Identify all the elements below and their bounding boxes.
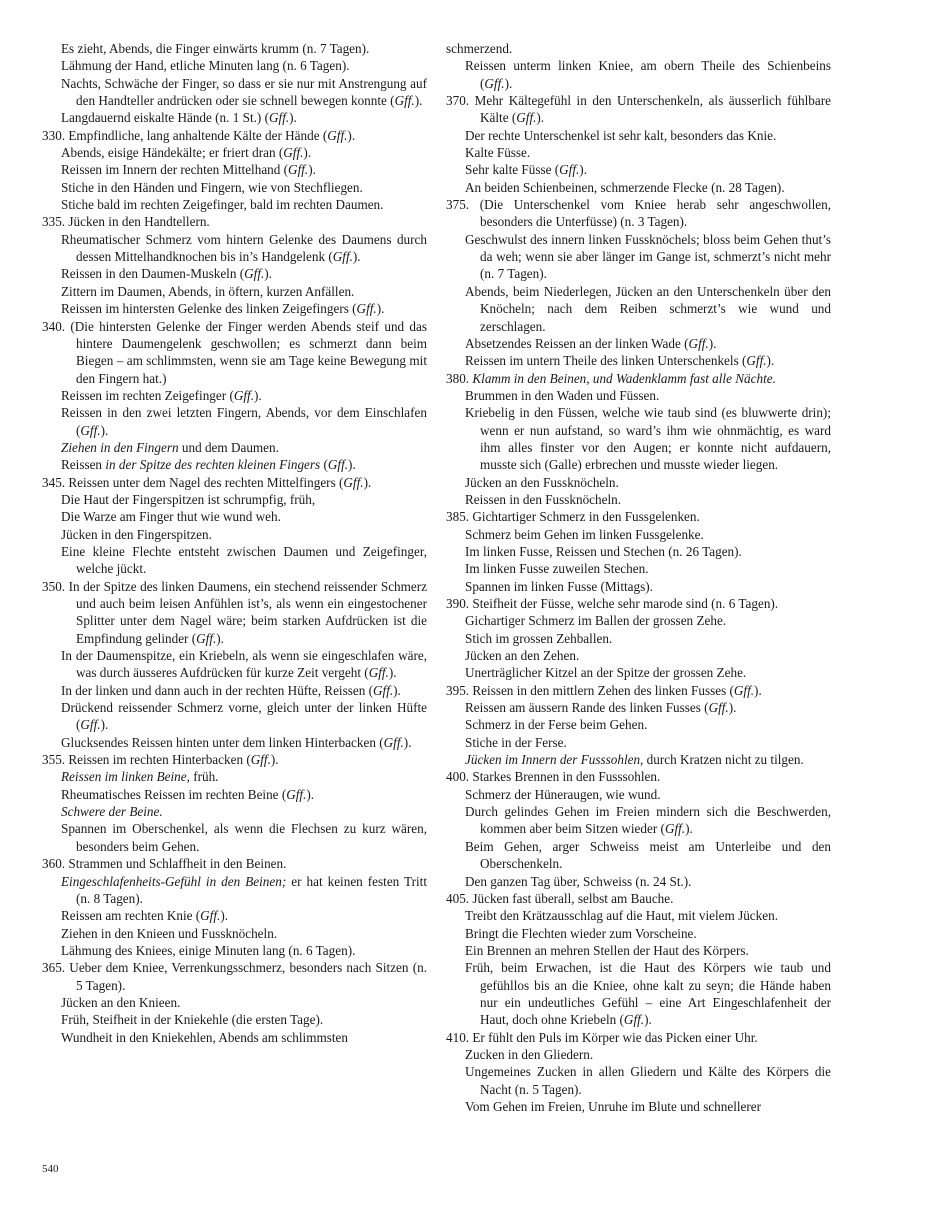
numbered-symptom-entry <box>42 213 427 230</box>
entry-text: Spannen im Oberschenkel, als wenn die Flechsen zu kurz wären, besonders beim Gehen. <box>61 821 427 854</box>
italic-text: Gff. <box>286 786 307 802</box>
entry-text: ). <box>363 474 372 490</box>
italic-text: Klamm in den Beinen, und Wadenklamm fast alle Nächte. <box>472 370 776 386</box>
numbered-symptom-entry <box>42 751 427 768</box>
symptom-entry <box>42 1011 427 1028</box>
entry-text: ). <box>504 75 513 91</box>
entry-text: und dem Daumen. <box>178 439 279 455</box>
entry-text: Absetzendes Reissen an der linken Wade ( <box>465 335 689 351</box>
italic-text: Gff. <box>688 335 709 351</box>
symptom-entry <box>446 1098 831 1115</box>
numbered-symptom-entry <box>42 959 427 994</box>
italic-text: Schwere der Beine. <box>61 804 163 820</box>
symptom-entry <box>446 612 831 629</box>
numbered-symptom-entry <box>446 595 831 612</box>
entry-text: Nachts, Schwäche der Finger, so dass er sie nur mit Anstrengung auf den Handteller andrücken oder sie schnell bewegen konnte ( <box>61 75 427 109</box>
entry-text: Stiche bald im rechten Zeigefinger, bald im rechten Daumen. <box>61 197 384 213</box>
entry-text: Stiche in der Ferse. <box>465 734 567 750</box>
entry-text: Stiche in den Händen und Fingern, wie von Stechfliegen. <box>61 179 363 195</box>
symptom-entry <box>42 786 427 803</box>
entry-text: Durch gelindes Gehen im Freien mindern sich die Beschwerden, kommen aber beim Sitzen wieder ( <box>465 804 831 837</box>
entry-text: Abends, beim Niederlegen, Jücken an den Unterschenkeln über den Knöcheln; nach dem Reiben schmerzt’s wie wund und zerschlagen. <box>465 283 831 334</box>
entry-text: ). <box>708 335 717 351</box>
entry-text: 385. Gichtartiger Schmerz in den Fussgelenken. <box>446 509 700 525</box>
entry-text: Jücken an den Zehen. <box>465 648 580 664</box>
symptom-entry <box>42 144 427 161</box>
symptom-entry <box>446 127 831 144</box>
entry-text: 410. Er fühlt den Puls im Körper wie das Picken einer Uhr. <box>446 1029 758 1045</box>
entry-text: 335. Jücken in den Handtellern. <box>42 214 210 230</box>
entry-text: Vom Gehen im Freien, Unruhe im Blute und schnellerer <box>465 1098 762 1114</box>
entry-text: Spannen im linken Fusse (Mittags). <box>465 578 653 594</box>
entry-text: ). <box>403 734 412 750</box>
italic-text: Ziehen in den Fingern <box>61 439 179 455</box>
symptom-entry <box>446 942 831 959</box>
symptom-entry <box>446 335 831 352</box>
italic-text: Jücken im Innern der Fusssohlen, <box>465 752 644 768</box>
entry-text: 375. (Die Unterschenkel vom Kniee herab sehr angeschwollen, besonders die Unterfüsse) (n. 3 Tagen). <box>446 197 831 230</box>
symptom-entry <box>42 40 427 57</box>
numbered-symptom-entry <box>446 92 831 127</box>
symptom-entry <box>446 751 831 768</box>
entry-text: ). <box>308 162 316 178</box>
italic-text: Gff. <box>664 821 686 837</box>
entry-text: Lähmung des Kniees, einige Minuten lang (n. 6 Tagen). <box>61 942 356 958</box>
entry-text: ). <box>579 162 587 178</box>
entry-text: Reissen im Innern der rechten Mittelhand ( <box>61 162 289 178</box>
entry-text: Glucksendes Reissen hinten unter dem linken Hinterbacken ( <box>61 734 384 750</box>
italic-text: Gff. <box>484 75 505 91</box>
italic-text: Gff. <box>327 127 348 143</box>
entry-text: ). <box>289 110 297 126</box>
entry-text: Reissen in den zwei letzten Fingern, Abends, vor dem Einschlafen ( <box>61 405 427 438</box>
numbered-symptom-entry <box>446 890 831 907</box>
entry-text: Beim Gehen, arger Schweiss meist am Unterleibe und den Oberschenkeln. <box>465 838 831 872</box>
entry-text: 405. Jücken fast überall, selbst am Bauche. <box>446 890 674 906</box>
symptom-entry <box>446 578 831 595</box>
entry-text: Kalte Füsse. <box>465 145 531 161</box>
entry-text: Schmerz beim Gehen im linken Fussgelenke. <box>465 526 704 542</box>
italic-text: Gff. <box>200 908 221 924</box>
entry-text: ). <box>254 387 262 403</box>
numbered-symptom-entry <box>446 196 831 231</box>
italic-text: Gff. <box>356 301 377 317</box>
symptom-entry <box>446 873 831 890</box>
symptom-entry <box>42 231 427 266</box>
entry-text: schmerzend. <box>446 41 513 56</box>
symptom-entry <box>42 1029 427 1046</box>
symptom-entry <box>446 664 831 681</box>
symptom-entry <box>42 404 427 439</box>
symptom-entry <box>42 109 427 126</box>
symptom-entry <box>42 508 427 525</box>
numbered-symptom-entry <box>42 474 427 491</box>
entry-text: ). <box>728 700 737 716</box>
entry-text: Jücken an den Fussknöcheln. <box>465 474 619 490</box>
entry-text: 390. Steifheit der Füsse, welche sehr marode sind (n. 6 Tagen). <box>446 596 779 611</box>
symptom-entry <box>42 57 427 74</box>
symptom-entry <box>446 734 831 751</box>
symptom-entry <box>42 925 427 942</box>
entry-text: Sehr kalte Füsse ( <box>465 162 560 178</box>
entry-text: Gichartiger Schmerz im Ballen der grossen Zehe. <box>465 613 727 629</box>
italic-text: Gff. <box>368 665 389 681</box>
symptom-entry <box>446 179 831 196</box>
italic-text: Gff. <box>733 682 755 698</box>
entry-text: Ungemeines Zucken in allen Gliedern und Kälte des Körpers die Nacht (n. 5 Tagen). <box>465 1064 831 1097</box>
symptom-entry <box>42 387 427 404</box>
right-text-column <box>446 40 831 1115</box>
entry-text: Reissen im hintersten Gelenke des linken Zeigefingers ( <box>61 301 357 317</box>
entry-text: In der Daumenspitze, ein Kriebeln, als wenn sie eingeschlafen wäre, was durch äusseres Aufdrücken für kurze Zeit vergeht ( <box>61 648 427 681</box>
entry-text: Treibt den Krätzausschlag auf die Haut, mit vielem Jücken. <box>465 908 778 924</box>
symptom-entry <box>446 474 831 491</box>
symptom-entry <box>446 352 831 369</box>
entry-text: ). <box>347 127 356 143</box>
symptom-entry <box>42 734 427 751</box>
entry-text: ). <box>393 682 401 698</box>
entry-text: 400. Starkes Brennen in den Fusssohlen. <box>446 769 661 785</box>
italic-text: Eingeschlafenheits-Gefühl in den Beinen; <box>61 873 287 889</box>
entry-text: An beiden Schienbeinen, schmerzende Flecke (n. 28 Tagen). <box>465 179 785 195</box>
symptom-entry <box>42 647 427 682</box>
entry-text: Bringt die Flechten wieder zum Vorscheine. <box>465 925 697 941</box>
symptom-entry <box>42 265 427 282</box>
italic-text: Gff. <box>233 387 254 403</box>
symptom-entry <box>446 716 831 733</box>
entry-text: 370. Mehr Kältegefühl in den Unterschenkeln, als äusserlich fühlbare Kälte ( <box>446 93 831 126</box>
symptom-entry <box>446 491 831 508</box>
italic-text: Gff. <box>250 752 271 768</box>
symptom-entry <box>42 699 427 734</box>
symptom-entry <box>446 647 831 664</box>
italic-text: Reissen im linken Beine, <box>61 769 190 785</box>
entry-text: Der rechte Unterschenkel ist sehr kalt, besonders das Knie. <box>465 127 777 143</box>
italic-text: Gff. <box>708 700 729 716</box>
italic-text: Gff. <box>283 145 304 161</box>
entry-text: Reissen am äussern Rande des linken Fusses ( <box>465 700 709 716</box>
symptom-entry <box>446 959 831 1028</box>
italic-text: Gff. <box>269 110 290 126</box>
symptom-entry <box>42 994 427 1011</box>
entry-text: Kriebelig in den Füssen, welche wie taub sind (es bluwwerte drin); wenn er nun aufstand, so ward’s ihm wie ohnmächtig, es ward ihm alles finster vor den Augen; er konnte nicht aufdauern, musste sich (Galle) erbrechen und musste wieder liegen. <box>465 405 831 473</box>
entry-text: Brummen in den Waden und Füssen. <box>465 387 660 403</box>
symptom-entry <box>446 630 831 647</box>
entry-text: Im linken Fusse, Reissen und Stechen (n. 26 Tagen). <box>465 543 742 559</box>
entry-text: 395. Reissen in den mittlern Zehen des linken Fusses ( <box>446 682 734 698</box>
entry-text: ). <box>348 457 356 473</box>
symptom-entry <box>42 526 427 543</box>
entry-text: Früh, Steifheit in der Kniekehle (die ersten Tage). <box>61 1012 324 1028</box>
symptom-entry <box>42 907 427 924</box>
numbered-symptom-entry <box>42 318 427 387</box>
symptom-entry <box>42 768 427 785</box>
entry-text: Zucken in den Gliedern. <box>465 1046 594 1062</box>
entry-text: Jücken in den Fingerspitzen. <box>61 526 212 542</box>
entry-text: ). <box>303 145 312 161</box>
entry-text: Die Haut der Fingerspitzen ist schrumpfig, früh, <box>61 491 316 507</box>
entry-text: ). <box>352 249 361 265</box>
symptom-entry <box>42 942 427 959</box>
entry-text: Stich im grossen Zehballen. <box>465 630 613 646</box>
entry-text: Im linken Fusse zuweilen Stechen. <box>465 561 649 577</box>
entry-text: Wundheit in den Kniekehlen, Abends am schlimmsten <box>61 1029 348 1045</box>
symptom-entry <box>42 543 427 578</box>
symptom-entry <box>42 803 427 820</box>
entry-text: Ein Brennen an mehren Stellen der Haut des Körpers. <box>465 942 749 958</box>
symptom-entry <box>446 925 831 942</box>
symptom-entry <box>42 161 427 178</box>
italic-text: Gff. <box>288 162 309 178</box>
entry-text: ). <box>754 682 762 698</box>
entry-text: Ziehen in den Knieen und Fussknöcheln. <box>61 925 278 941</box>
entry-text: ). <box>264 266 272 282</box>
symptom-entry <box>42 682 427 699</box>
entry-text: ). <box>388 665 397 681</box>
entry-text: ). <box>376 301 385 317</box>
entry-text: 365. Ueber dem Kniee, Verrenkungsschmerz, besonders nach Sitzen (n. 5 Tagen). <box>42 960 427 993</box>
numbered-symptom-entry <box>42 578 427 647</box>
entry-text: ). <box>216 630 224 646</box>
symptom-entry <box>446 699 831 716</box>
entry-text: Reissen in den Daumen-Muskeln ( <box>61 266 245 282</box>
italic-text: Gff. <box>327 457 349 473</box>
italic-text: Gff. <box>623 1012 645 1028</box>
italic-text: Gff. <box>80 717 101 733</box>
entry-text: ). <box>220 908 229 924</box>
symptom-entry <box>446 526 831 543</box>
entry-text: 360. Strammen und Schlaffheit in den Beinen. <box>42 856 287 872</box>
entry-text: Früh, beim Erwachen, ist die Haut des Körpers wie taub und gefühllos bis an die Kniee, ohne kalt zu seyn; die Hände haben nur ein undeutliches Gefühl – eine Art Eingeschlafenheit der Haut, doch ohne Kriebeln ( <box>465 960 831 1028</box>
symptom-entry <box>446 40 831 57</box>
numbered-symptom-entry <box>446 1029 831 1046</box>
entry-text: durch Kratzen nicht zu tilgen. <box>643 752 804 768</box>
symptom-entry <box>446 161 831 178</box>
symptom-entry <box>446 231 831 283</box>
entry-text: Eine kleine Flechte entsteht zwischen Daumen und Zeigefinger, welche jückt. <box>61 543 427 577</box>
entry-text: Die Warze am Finger thut wie wund weh. <box>61 509 281 525</box>
entry-text: Geschwulst des innern linken Fussknöchels; bloss beim Gehen thut’s da weh; wenn sie aber länger im Gange ist, schmerzt’s nicht mehr (n. 7 Tagen). <box>465 231 831 282</box>
entry-text: Den ganzen Tag über, Schweiss (n. 24 St.). <box>465 873 692 889</box>
entry-text: Abends, eisige Händekälte; er friert dran ( <box>61 145 284 161</box>
symptom-entry <box>446 57 831 92</box>
entry-text: Reissen <box>61 457 106 473</box>
symptom-entry <box>42 491 427 508</box>
symptom-entry <box>42 75 427 110</box>
symptom-entry <box>446 543 831 560</box>
entry-text: Reissen unterm linken Kniee, am obern Theile des Schienbeins ( <box>465 58 831 91</box>
entry-text: Jücken an den Knieen. <box>61 994 181 1010</box>
symptom-entry <box>446 404 831 473</box>
entry-text: früh. <box>189 769 219 785</box>
entry-text: Reissen in den Fussknöcheln. <box>465 491 622 507</box>
numbered-symptom-entry <box>446 768 831 785</box>
symptom-entry <box>446 907 831 924</box>
entry-text: ). <box>414 93 423 109</box>
entry-text: Schmerz in der Ferse beim Gehen. <box>465 717 648 733</box>
entry-text: ). <box>685 821 693 837</box>
symptom-entry <box>446 803 831 838</box>
numbered-symptom-entry <box>446 370 831 387</box>
entry-text: Unerträglicher Kitzel an der Spitze der grossen Zehe. <box>465 665 747 681</box>
italic-text: in der Spitze des rechten kleinen Fingers <box>105 457 321 473</box>
entry-text: 330. Empfindliche, lang anhaltende Kälte der Hände ( <box>42 127 328 143</box>
entry-text: ( <box>320 457 328 473</box>
entry-text: Lähmung der Hand, etliche Minuten lang (n. 6 Tagen). <box>61 58 350 74</box>
entry-text: ). <box>306 786 315 802</box>
entry-text: ). <box>100 717 109 733</box>
entry-text: 355. Reissen im rechten Hinterbacken ( <box>42 752 251 768</box>
entry-text: Reissen im untern Theile des linken Unterschenkels ( <box>465 353 747 369</box>
entry-text: er hat keinen festen Tritt (n. 8 Tagen). <box>76 873 428 906</box>
entry-text: Es zieht, Abends, die Finger einwärts krumm (n. 7 Tagen). <box>61 41 370 56</box>
symptom-entry <box>446 786 831 803</box>
symptom-entry <box>446 144 831 161</box>
symptom-entry <box>446 1063 831 1098</box>
numbered-symptom-entry <box>446 682 831 699</box>
entry-text: In der linken und dann auch in der rechten Hüfte, Reissen ( <box>61 682 373 698</box>
entry-text: 345. Reissen unter dem Nagel des rechten Mittelfingers ( <box>42 474 344 490</box>
symptom-entry <box>42 456 427 473</box>
numbered-symptom-entry <box>42 127 427 144</box>
entry-text: ). <box>100 422 109 438</box>
symptom-entry <box>446 560 831 577</box>
entry-text: Rheumatisches Reissen im rechten Beine ( <box>61 786 287 802</box>
entry-text: Drückend reissender Schmerz vorne, gleich unter der linken Hüfte ( <box>61 700 427 733</box>
symptom-entry <box>42 439 427 456</box>
symptom-entry <box>446 1046 831 1063</box>
italic-text: Gff. <box>80 422 101 438</box>
entry-text: ). <box>766 353 775 369</box>
italic-text: Gff. <box>383 734 404 750</box>
symptom-entry <box>446 283 831 335</box>
symptom-entry <box>42 179 427 196</box>
italic-text: Gff. <box>394 93 415 109</box>
italic-text: Gff. <box>746 353 767 369</box>
entry-text: Reissen am rechten Knie ( <box>61 908 201 924</box>
symptom-entry <box>42 300 427 317</box>
numbered-symptom-entry <box>446 508 831 525</box>
entry-text: 340. (Die hintersten Gelenke der Finger werden Abends steif und das hintere Daumengelenk geschwollen; es schmerzt dann beim Biegen – am schlimmsten, wenn sie am Tage keine Bewegung mit den Fingern hat.) <box>42 318 427 386</box>
entry-text: ). <box>270 752 279 768</box>
entry-text: Schmerz der Hüneraugen, wie wund. <box>465 786 661 802</box>
italic-text: Gff. <box>244 266 265 282</box>
italic-text: Gff. <box>196 630 217 646</box>
entry-text: Langdauernd eiskalte Hände (n. 1 St.) ( <box>61 110 269 126</box>
symptom-entry <box>446 387 831 404</box>
symptom-entry <box>42 873 427 908</box>
entry-text: ). <box>644 1012 652 1028</box>
numbered-symptom-entry <box>42 855 427 872</box>
symptom-entry <box>42 283 427 300</box>
italic-text: Gff. <box>343 474 364 490</box>
italic-text: Gff. <box>559 162 580 178</box>
left-text-column <box>42 40 427 1046</box>
entry-text: Rheumatischer Schmerz vom hintern Gelenke des Daumens durch dessen Mittelhandknochen bis in’s Handgelenk ( <box>61 231 427 265</box>
entry-text: Zittern im Daumen, Abends, in öftern, kurzen Anfällen. <box>61 283 355 299</box>
symptom-entry <box>42 196 427 213</box>
entry-text: 350. In der Spitze des linken Daumens, ein stechend reissender Schmerz und auch beim leisen Anfühlen ist’s, als wenn ein eingestochener Splitter unter dem Nagel wäre; beim starken Aufdrücken ist die Empfindung gelinder ( <box>42 578 427 646</box>
entry-text: 380. <box>446 370 473 386</box>
symptom-entry <box>42 820 427 855</box>
italic-text: Gff. <box>373 682 394 698</box>
page-number: 540 <box>42 1163 59 1175</box>
italic-text: Gff. <box>516 110 537 126</box>
symptom-entry <box>446 838 831 873</box>
entry-text: Reissen im rechten Zeigefinger ( <box>61 387 234 403</box>
italic-text: Gff. <box>332 249 353 265</box>
entry-text: ). <box>536 110 545 126</box>
